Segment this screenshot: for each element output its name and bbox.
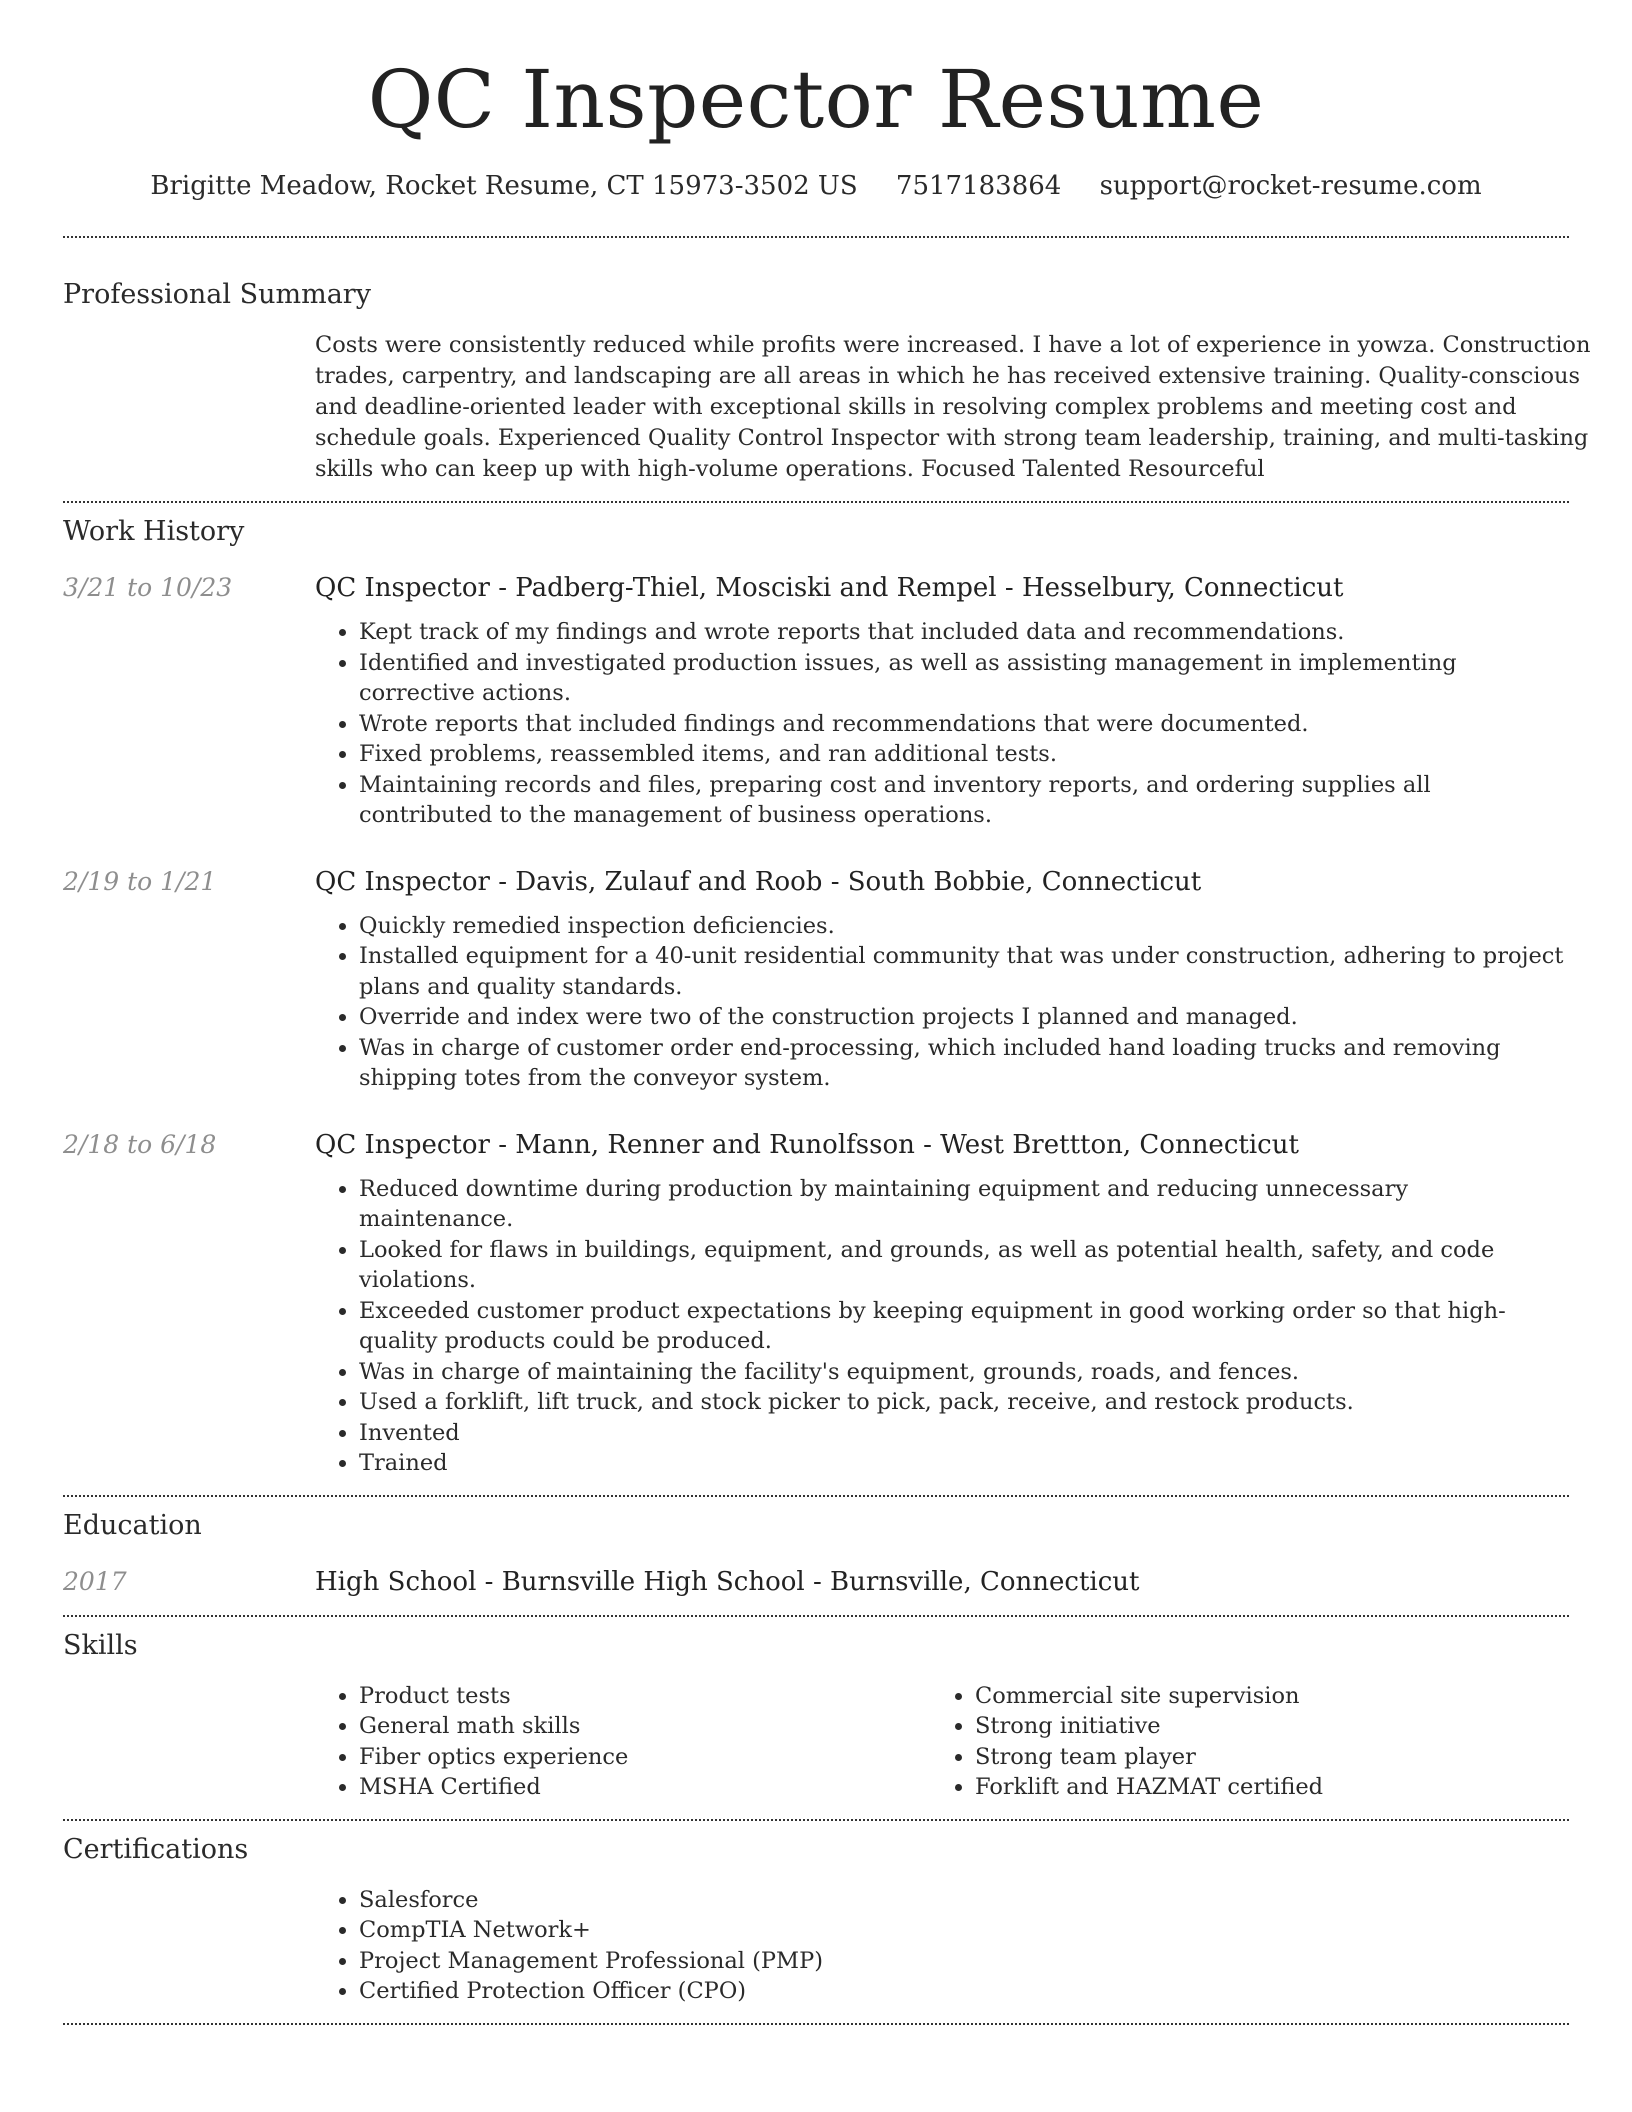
list-item: • Quickly remedied inspection deficiencies. xyxy=(359,911,1569,942)
list-item: • Exceeded customer product expectations by keeping equipment in good working order so that high-quality products could be produced. xyxy=(359,1296,1569,1357)
certifications-bullets xyxy=(315,1885,1569,2007)
job-body xyxy=(315,865,1569,1094)
list-item: • Reduced downtime during production by maintaining equipment and reducing unnecessary maintenance. xyxy=(359,1174,1569,1235)
education-year: 2017 xyxy=(63,1566,127,1596)
list-item: • Trained xyxy=(359,1448,1569,1479)
resume-title: QC Inspector Resume xyxy=(367,53,1265,146)
list-item: • Looked for flaws in buildings, equipment, and grounds, as well as potential health, safety, and code violations. xyxy=(359,1235,1569,1296)
job-dates: 2/19 to 1/21 xyxy=(63,866,217,896)
skills-column xyxy=(931,1681,1569,1803)
list-item: • Project Management Professional (PMP) xyxy=(359,1946,1569,1977)
list-item: • Strong team player xyxy=(975,1742,1569,1773)
divider xyxy=(63,501,1569,503)
section-title-work-history: Work History xyxy=(63,516,245,547)
divider xyxy=(63,1819,1569,1821)
list-item: • Fiber optics experience xyxy=(359,1742,931,1773)
job-bullets xyxy=(315,1174,1569,1479)
job-heading: QC Inspector - Davis, Zulauf and Roob - South Bobbie, Connecticut xyxy=(315,866,1202,897)
education-entry xyxy=(63,1565,1569,1599)
list-item: • Fixed problems, reassembled items, and ran additional tests. xyxy=(359,739,1569,770)
divider xyxy=(63,1495,1569,1497)
certifications-list xyxy=(315,1885,1569,2007)
skills-column xyxy=(315,1681,931,1803)
list-item: • Installed equipment for a 40-unit residential community that was under construction, adhering to project plans and quality standards. xyxy=(359,941,1569,1002)
list-item: • CompTIA Network+ xyxy=(359,1915,1569,1946)
job-dates: 2/18 to 6/18 xyxy=(63,1129,217,1159)
job-bullets xyxy=(315,911,1569,1094)
summary-text: Costs were consistently reduced while profits were increased. I have a lot of experience in yowza. Construction trades, carpentry, and landscaping are all areas in which he has received extensive training. Quality-conscious and deadline-oriented leader with exceptional skills in resolving complex problems and meeting cost and schedule goals. Experienced Quality Control Inspector with strong team leadership, training, and multi-tasking skills who can keep up with high-volume operations. Focused Talented Resourceful xyxy=(315,332,1591,482)
list-item: • Certified Protection Officer (CPO) xyxy=(359,1976,1569,2007)
list-item: • General math skills xyxy=(359,1711,931,1742)
list-item: • Override and index were two of the construction projects I planned and managed. xyxy=(359,1002,1569,1033)
list-item: • Invented xyxy=(359,1418,1569,1449)
job-bullets xyxy=(315,617,1569,831)
skills-bullets xyxy=(315,1681,931,1803)
skills-list xyxy=(315,1681,1569,1803)
job-entry xyxy=(63,571,1569,831)
divider xyxy=(63,236,1569,238)
education-heading: High School - Burnsville High School - Burnsville, Connecticut xyxy=(315,1566,1140,1597)
list-item: • Commercial site supervision xyxy=(975,1681,1569,1712)
divider xyxy=(63,2023,1569,2025)
list-item: • Kept track of my findings and wrote reports that included data and recommendations. xyxy=(359,617,1569,648)
list-item: • Maintaining records and files, preparing cost and inventory reports, and ordering supplies all contributed to the management of business operations. xyxy=(359,770,1569,831)
job-heading: QC Inspector - Mann, Renner and Runolfsson - West Brettton, Connecticut xyxy=(315,1129,1299,1160)
divider xyxy=(63,1615,1569,1617)
contact-email: support@rocket-resume.com xyxy=(1099,171,1482,201)
job-body xyxy=(315,1128,1569,1479)
list-item: • MSHA Certified xyxy=(359,1772,931,1803)
job-body xyxy=(315,571,1569,831)
contact-phone: 7517183864 xyxy=(895,171,1062,201)
job-dates: 3/21 to 10/23 xyxy=(63,573,233,602)
list-item: • Forklift and HAZMAT certified xyxy=(975,1772,1569,1803)
list-item: • Product tests xyxy=(359,1681,931,1712)
list-item: • Was in charge of customer order end-processing, which included hand loading trucks and removing shipping totes from the conveyor system. xyxy=(359,1033,1569,1094)
skills-bullets xyxy=(931,1681,1569,1803)
list-item: • Was in charge of maintaining the facility's equipment, grounds, roads, and fences. xyxy=(359,1357,1569,1388)
job-entry xyxy=(63,1128,1569,1479)
contact-line xyxy=(63,168,1569,204)
list-item: • Wrote reports that included findings and recommendations that were documented. xyxy=(359,709,1569,740)
section-title-summary: Professional Summary xyxy=(63,279,371,310)
list-item: • Used a forklift, lift truck, and stock picker to pick, pack, receive, and restock products. xyxy=(359,1387,1569,1418)
section-title-certifications: Certifications xyxy=(63,1833,249,1865)
education-body xyxy=(315,1565,1569,1599)
job-heading: QC Inspector - Padberg-Thiel, Mosciski and Rempel - Hesselbury, Connecticut xyxy=(315,573,1344,603)
contact-address: Brigitte Meadow, Rocket Resume, CT 15973-3502 US xyxy=(150,171,858,201)
list-item: • Identified and investigated production issues, as well as assisting management in implementing corrective actions. xyxy=(359,648,1569,709)
list-item: • Strong initiative xyxy=(975,1711,1569,1742)
list-item: • Salesforce xyxy=(359,1885,1569,1916)
job-entry xyxy=(63,865,1569,1094)
section-title-skills: Skills xyxy=(63,1629,138,1661)
section-title-education: Education xyxy=(63,1509,202,1541)
